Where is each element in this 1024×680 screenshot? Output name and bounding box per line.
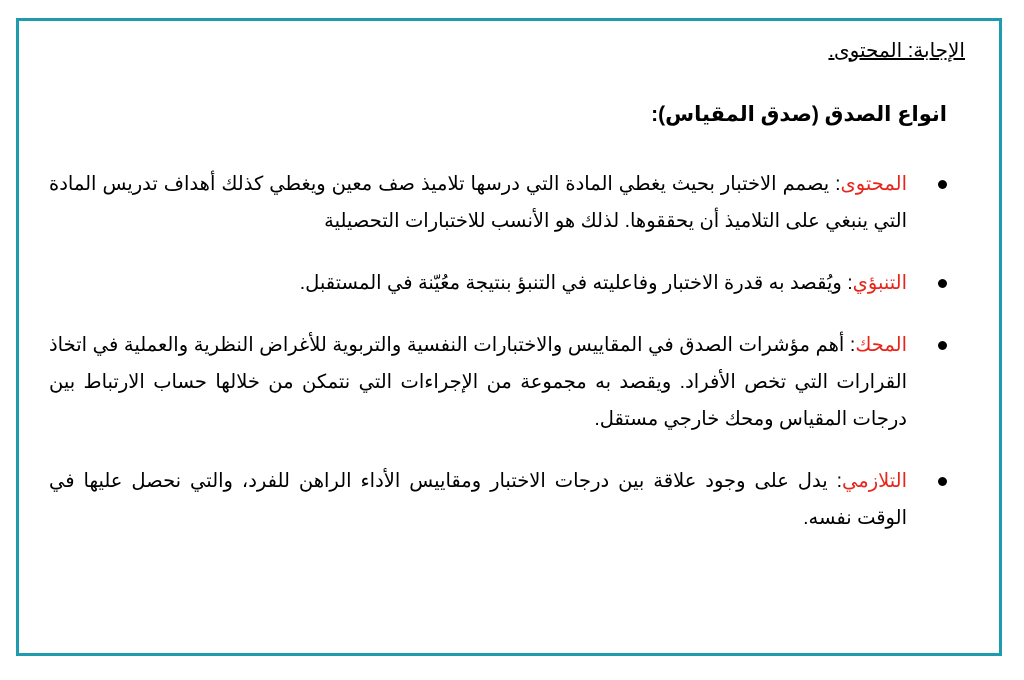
answer-line: الإجابة: المحتوى. <box>828 40 965 62</box>
list-item-criterion-validity <box>49 327 947 438</box>
list-item-content-validity <box>49 166 947 240</box>
item-text: : أهم مؤشرات الصدق في المقاييس والاختبارات النفسية والتربوية للأغراض النظرية والعملية في اتخاذ القرارات التي تخص الأفراد. ويقصد به مجموعة من الإجراءات التي نتمكن من خلالها حساب الارتباط بين درجات المقياس ومحك خارجي مستقل. <box>49 334 907 430</box>
section-heading: انواع الصدق (صدق المقياس): <box>651 103 947 126</box>
bullet-icon <box>938 477 947 486</box>
item-text: : ويُقصد به قدرة الاختبار وفاعليته في التنبؤ بنتيجة معُيّنة في المستقبل. <box>299 272 853 294</box>
content-frame <box>16 18 1002 656</box>
item-term: التنبؤي <box>852 272 907 294</box>
list-item-concurrent-validity <box>49 463 947 537</box>
item-text: : يدل على وجود علاقة بين درجات الاختبار ومقاييس الأداء الراهن للفرد، والتي نحصل عليها في الوقت نفسه. <box>49 470 907 529</box>
item-term: المحتوى <box>840 173 907 195</box>
bullet-icon <box>938 341 947 350</box>
item-term: التلازمي <box>842 470 907 492</box>
list-item-predictive-validity <box>49 265 947 302</box>
item-text: : يصمم الاختبار بحيث يغطي المادة التي درسها تلاميذ صف معين ويغطي كذلك أهداف تدريس المادة التي ينبغي على التلاميذ أن يحققوها. لذلك هو الأنسب للاختبارات التحصيلية <box>49 173 907 232</box>
item-term: المحك <box>855 334 907 356</box>
bullet-icon <box>938 180 947 189</box>
validity-types-list <box>49 166 947 537</box>
bullet-icon <box>938 279 947 288</box>
